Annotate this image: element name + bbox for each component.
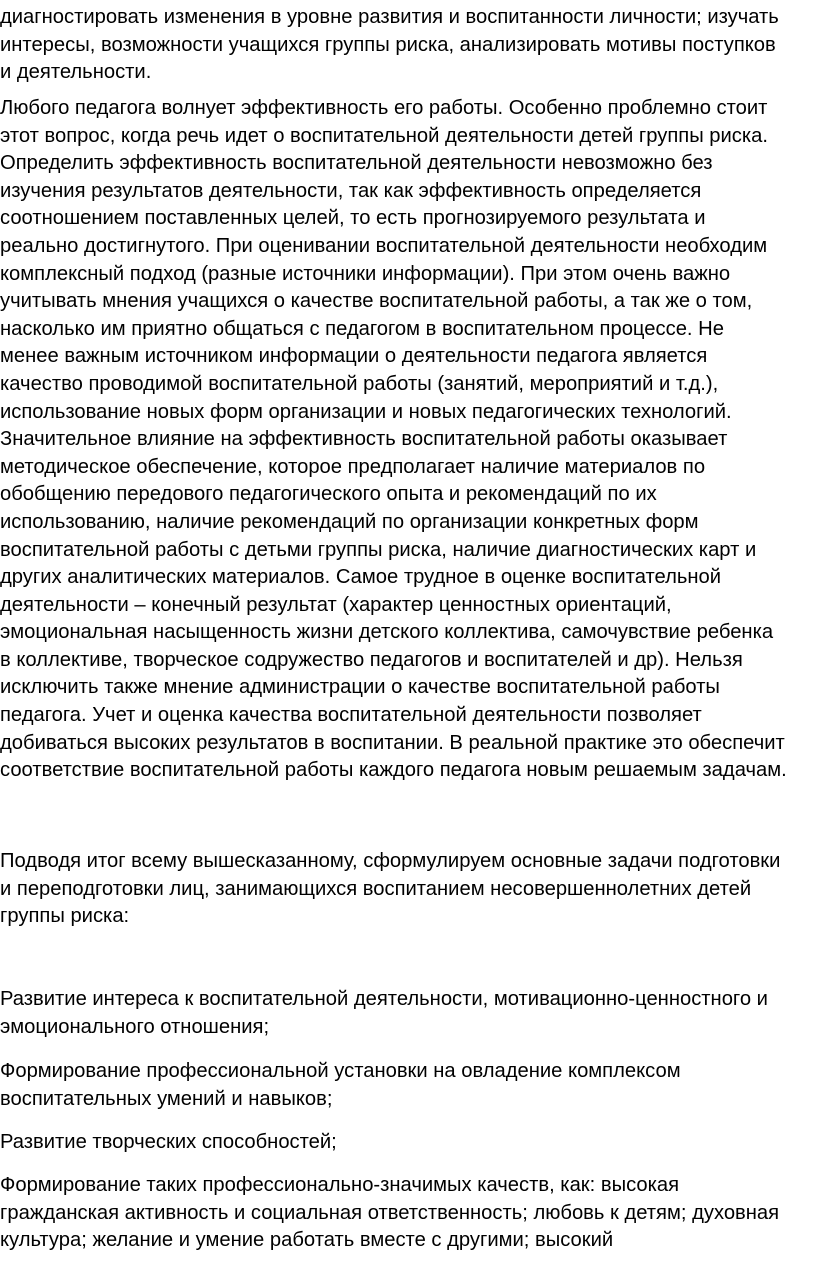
paragraph-effectiveness: [0, 95, 816, 785]
text-line: качество проводимой воспитательной работы (занятий, мероприятий и т.д.),: [0, 372, 719, 395]
text-line: Определить эффективность воспитательной деятельности невозможно без: [0, 152, 713, 175]
text-line: деятельности – конечный результат (характер ценностных ориентаций,: [0, 593, 672, 616]
task-item-interest: [0, 986, 816, 1041]
text-line: и переподготовки лиц, занимающихся воспитанием несовершеннолетних детей: [0, 877, 752, 900]
text-line: Значительное влияние на эффективность воспитательной работы оказывает: [0, 428, 728, 451]
text-line: Подводя итог всему вышесказанному, сформулируем основные задачи подготовки: [0, 850, 781, 872]
text-line: и деятельности.: [0, 61, 152, 84]
text-line: в коллективе, творческое содружество педагогов и воспитателей и др). Нельзя: [0, 648, 743, 671]
text-line: Формирование таких профессионально-значимых качеств, как: высокая: [0, 1174, 680, 1196]
text-line: Формирование профессиональной установки на овладение комплексом: [0, 1060, 681, 1082]
text-line: соотношением поставленных целей, то есть прогнозируемого результата и: [0, 207, 706, 230]
text-line: Развитие интереса к воспитательной деятельности, мотивационно-ценностного и: [0, 988, 768, 1010]
text-line: гражданская активность и социальная ответственность; любовь к детям; духовная: [0, 1201, 780, 1224]
text-line: эмоциональная насыщенность жизни детского коллектива, самочувствие ребенка: [0, 621, 774, 644]
text-line: комплексный подход (разные источники информации). При этом очень важно: [0, 262, 731, 285]
text-line: группы риска:: [0, 905, 130, 928]
text-line: Любого педагога волнует эффективность его работы. Особенно проблемно стоит: [0, 97, 768, 119]
paragraph-summary: [0, 848, 816, 931]
text-line: добиваться высоких результатов в воспитании. В реальной практике это обеспечит: [0, 731, 785, 754]
text-line: использование новых форм организации и новых педагогических технологий.: [0, 400, 732, 423]
task-item-qualities: [0, 1172, 816, 1255]
text-line: Развитие творческих способностей;: [0, 1131, 337, 1153]
text-line: других аналитических материалов. Самое трудное в оценке воспитательной: [0, 566, 722, 589]
text-line: методическое обеспечение, которое предполагает наличие материалов по: [0, 455, 706, 478]
task-item-creativity: [0, 1129, 816, 1157]
task-item-professional-attitude: [0, 1058, 816, 1113]
text-line: изучения результатов деятельности, так как эффективность определяется: [0, 179, 702, 202]
text-line: насколько им приятно общаться с педагогом в воспитательном процессе. Не: [0, 317, 724, 340]
text-line: эмоционального отношения;: [0, 1015, 270, 1038]
text-line: менее важным источником информации о деятельности педагога является: [0, 345, 708, 368]
text-line: педагога. Учет и оценка качества воспитательной деятельности позволяет: [0, 704, 702, 727]
text-line: культура; желание и умение работать вместе с другими; высокий: [0, 1229, 614, 1252]
text-line: обобщению передового педагогического опыта и рекомендаций по их: [0, 483, 657, 506]
text-line: интересы, возможности учащихся группы риска, анализировать мотивы поступков: [0, 33, 776, 56]
text-line: использованию, наличие рекомендаций по организации конкретных форм: [0, 510, 699, 533]
text-line: воспитательных умений и навыков;: [0, 1087, 333, 1110]
text-line: соответствие воспитательной работы каждого педагога новым решаемым задачам.: [0, 759, 787, 782]
text-line: диагностировать изменения в уровне развития и воспитанности личности; изучать: [0, 6, 779, 28]
paragraph-diagnostics: [0, 4, 816, 87]
text-line: учитывать мнения учащихся о качестве воспитательной работы, а так же о том,: [0, 290, 753, 313]
text-line: реально достигнутого. При оценивании воспитательной деятельности необходим: [0, 234, 768, 257]
text-line: воспитательной работы с детьми группы риска, наличие диагностических карт и: [0, 538, 757, 561]
text-line: исключить также мнение администрации о качестве воспитательной работы: [0, 676, 720, 699]
text-line: этот вопрос, когда речь идет о воспитательной деятельности детей группы риска.: [0, 124, 769, 147]
